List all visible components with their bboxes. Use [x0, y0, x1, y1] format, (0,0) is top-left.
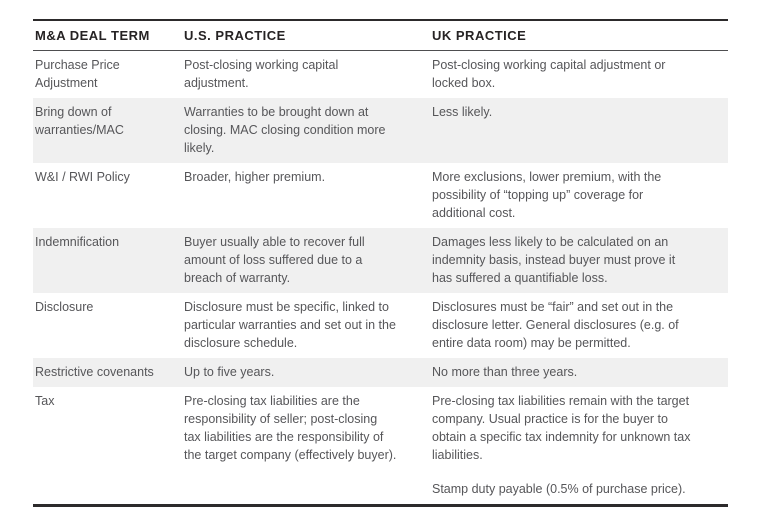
cell-paragraph: Post-closing working capital adjustment or locked box. [432, 58, 666, 90]
uk-cell [430, 387, 728, 506]
cell-paragraph: Indemnification [35, 235, 120, 249]
table-row [33, 163, 728, 228]
cell-paragraph: Disclosure must be specific, linked to particular warranties and set out in the disclosure schedule. [184, 300, 396, 350]
term-cell [33, 293, 182, 358]
cell-paragraph: Pre-closing tax liabilities remain with the target company. Usual practice is for the buyer to obtain a specific tax indemnity for unknown tax liabilities. [432, 394, 691, 462]
cell-paragraph: Less likely. [432, 105, 493, 119]
us-cell [182, 98, 430, 163]
cell-paragraph: Stamp duty payable (0.5% of purchase price). [432, 482, 686, 496]
table-row [33, 228, 728, 293]
table-wrap [33, 19, 728, 507]
term-cell [33, 387, 182, 506]
cell-paragraph: Buyer usually able to recover full amount of loss suffered due to a breach of warranty. [184, 235, 365, 285]
cell-paragraph: Disclosure [35, 300, 94, 314]
us-cell [182, 358, 430, 387]
term-cell [33, 228, 182, 293]
table-row [33, 293, 728, 358]
header-row [33, 20, 728, 51]
cell-paragraph: No more than three years. [432, 365, 578, 379]
us-cell [182, 228, 430, 293]
cell-paragraph: Restrictive covenants [35, 365, 154, 379]
us-cell [182, 293, 430, 358]
cell-paragraph: Tax [35, 394, 55, 408]
uk-cell [430, 98, 728, 163]
cell-paragraph: W&I / RWI Policy [35, 170, 130, 184]
uk-cell [430, 293, 728, 358]
cell-paragraph: More exclusions, lower premium, with the possibility of “topping up” coverage for additional cost. [432, 170, 662, 220]
comparison-table [33, 19, 728, 507]
cell-paragraph: Disclosures must be “fair” and set out in the disclosure letter. General disclosures (e.g. of entire data room) may be permitted. [432, 300, 679, 350]
us-cell [182, 387, 430, 506]
table-row [33, 387, 728, 506]
cell-paragraph: Pre-closing tax liabilities are the responsibility of seller; post-closing tax liabilities are the responsibility of the target company (effectively buyer). [184, 394, 397, 462]
term-cell [33, 51, 182, 99]
uk-cell [430, 228, 728, 293]
cell-paragraph: Purchase Price Adjustment [35, 58, 120, 90]
term-cell [33, 163, 182, 228]
term-cell [33, 358, 182, 387]
term-cell [33, 98, 182, 163]
cell-paragraph: Broader, higher premium. [184, 170, 326, 184]
table-row [33, 51, 728, 99]
us-cell [182, 51, 430, 99]
column-header-us: U.S. PRACTICE [182, 20, 430, 51]
column-header-term: M&A DEAL TERM [33, 20, 182, 51]
cell-paragraph: Bring down of warranties/MAC [35, 105, 124, 137]
table-header [33, 20, 728, 51]
cell-paragraph: Damages less likely to be calculated on an indemnity basis, instead buyer must prove it has suffered a quantifiable loss. [432, 235, 676, 285]
table-row [33, 98, 728, 163]
cell-paragraph: Post-closing working capital adjustment. [184, 58, 339, 90]
cell-paragraph: Up to five years. [184, 365, 275, 379]
column-header-uk: UK PRACTICE [430, 20, 728, 51]
table-body [33, 51, 728, 506]
us-cell [182, 163, 430, 228]
table-row [33, 358, 728, 387]
uk-cell [430, 358, 728, 387]
uk-cell [430, 163, 728, 228]
cell-paragraph: Warranties to be brought down at closing. MAC closing condition more likely. [184, 105, 386, 155]
uk-cell [430, 51, 728, 99]
